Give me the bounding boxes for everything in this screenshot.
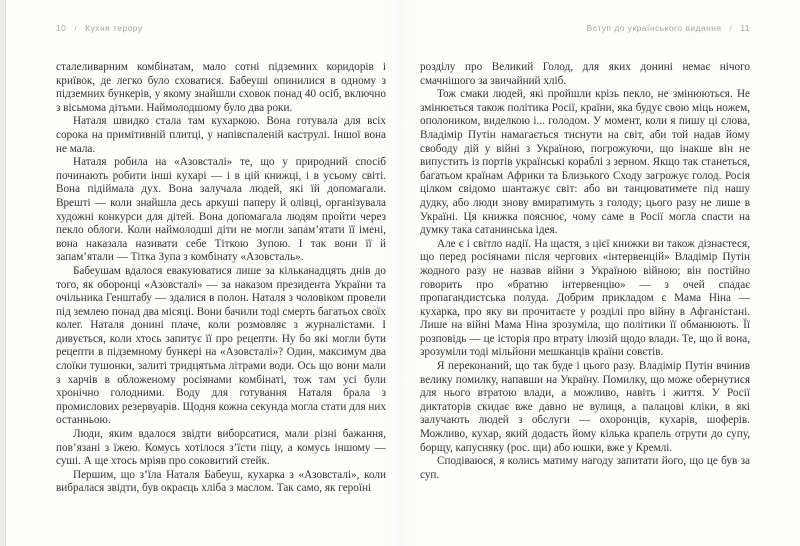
right-running-head [420, 23, 750, 35]
left-header-separator: / [74, 23, 78, 33]
paragraph: Бабеушам вдалося евакуюватися лише за кільканадцять днів до того, як оборонці «Азовсталі» — за наказом президента України та очільника Генштабу — здалися в полон. Наталя з чоловіком провели під землею понад два місяці. Вони бачили тоді смерть багатьох своїх колег. Наталя донині плаче, коли розмовляє з журналістами. І дивується, коли хтось запитує її про рецепти. Ну бо які могли бути рецепти в підземному бункері на «Азовсталі»? Один, максимум два слоїки тушонки, залиті тридцятьма літрами води. Ось що вони мали з харчів в обложеному росіянами комбінаті, тож там усі були хронічно голодними. Воду для готування Наталя брала з промислових резервуарів. Щодня кожна секунда могла стати для них останньою. [56, 264, 386, 427]
left-header-title: Кухня терору [85, 23, 143, 33]
paragraph: розділу про Великий Голод, для яких донині немає нічого смачнішого за звичайний хліб. [420, 61, 750, 87]
right-header-title: Вступ до українського видання [586, 23, 722, 33]
page-gutter-shadow [390, 0, 410, 546]
right-header-separator: / [729, 23, 733, 33]
paragraph: Я переконаний, що так буде і цього разу. Владімір Путін вчинив велику помилку, напавши на Україну. Помилку, що може обернутися для нього втратою влади, а можливо, навіть і життя. У Росії диктаторів скидає вже давно не вулиця, а палацові кліки, в які залучають людей з обслуги — охоронців, кухарів, шоферів. Можливо, кухар, який додасть йому кілька крапель отрути до супу, борщу, капусняку (рос. щи) або юшки, вже у Кремлі. [420, 360, 750, 454]
left-running-head [56, 23, 386, 35]
right-page [420, 0, 750, 482]
left-page-number: 10 [56, 23, 67, 33]
page-edge [0, 0, 6, 546]
right-page-number: 11 [740, 23, 750, 33]
paragraph: Сподіваюся, я колись матиму нагоду запитати його, що це був за суп. [420, 455, 750, 481]
paragraph: Люди, яким вдалося звідти виборсатися, мали різні бажання, пов’язані з їжею. Комусь хотілося з’їсти піцу, а комусь іншому — суші. А ще хтось мріяв про соковитий стейк. [56, 428, 386, 468]
paragraph: Першим, що з’їла Наталя Бабеуш, кухарка з «Азовсталі», коли вибралася звідти, був окраєць хліба з маслом. Так само, як героїні [56, 468, 386, 495]
paragraph: Але є і світло надії. На щастя, з цієї книжки ви також дізнаєтеся, що перед росіянами після чергових «інтервенцій» Владімір Путін жодного разу не назвав війни з Україною війною; він постійно говорить про «братню інтервенцію» — з очей спадає пропагандистська полуда. Добрим прикладом є Мама Ніна — кухарка, про яку ви прочитаєте у розділі про війну в Афганістані. Лише на війні Мама Ніна зрозуміла, що політики її обманюють. Її розповідь — це історія про втрату ілюзій щодо влади. Те, що й вона, зрозуміли тоді мільйони мешканців країни совєтів. [420, 237, 750, 359]
right-page-text [420, 61, 750, 482]
paragraph: сталеливарним комбінатам, мало сотні підземних коридорів і криївок, де легко було сховатися. Бабеуші опинилися в одному з підземних бункерів, у якому знайшли сховок понад 40 осіб, включно з вісьмома дітьми. Наймолодшому було два роки. [56, 61, 386, 114]
left-page-text [56, 61, 386, 496]
paragraph: Тож смаки людей, які пройшли крізь пекло, не змінюються. Не змінюється також політика Росії, країни, яка будує свою міць ножем, ополоником, виделкою і... голодом. У момент, коли я пишу ці слова, Владімір Путін намагається тиснути на світ, аби той надав йому свободу дій у війні з Україною, погрожуючи, що інакше він не випустить із портів українські кораблі з зерном. Якщо так станеться, багатьом країнам Африки та Близького Сходу загрожує голод. Росія цілком свідомо шантажує світ: або ви танцюватимете під нашу дудку, або люди знову вмиратимуть з голоду; цього разу не лише в Україні. Ця книжка пояснює, чому саме в Росії могла спасти на думку така сатанинська ідея. [420, 88, 750, 237]
paragraph: Наталя робила на «Азовсталі» те, що у природний спосіб починають робити інші кухарі — і в цій книжці, і в усьому світі. Вона підіймала дух. Вона залучала людей, які їй допомагали. Врешті — коли знайшла десь аркуші паперу й олівці, організувала художні конкурси для дітей. Вона допомагала людям пройти через пекло облоги. Коли наймолодші діти не могли запам’ятати її імені, вона наказала називати себе Тіткою Зупою. І так вони її й запам’ятали — Тітка Зупа з комбінату «Азовсталь». [56, 156, 386, 264]
paragraph: Наталя швидко стала там кухаркою. Вона готувала для всіх сорока на примітивній плитці, у напівспаленій каструлі. Іншої вона не мала. [56, 115, 386, 155]
left-page [56, 0, 386, 496]
